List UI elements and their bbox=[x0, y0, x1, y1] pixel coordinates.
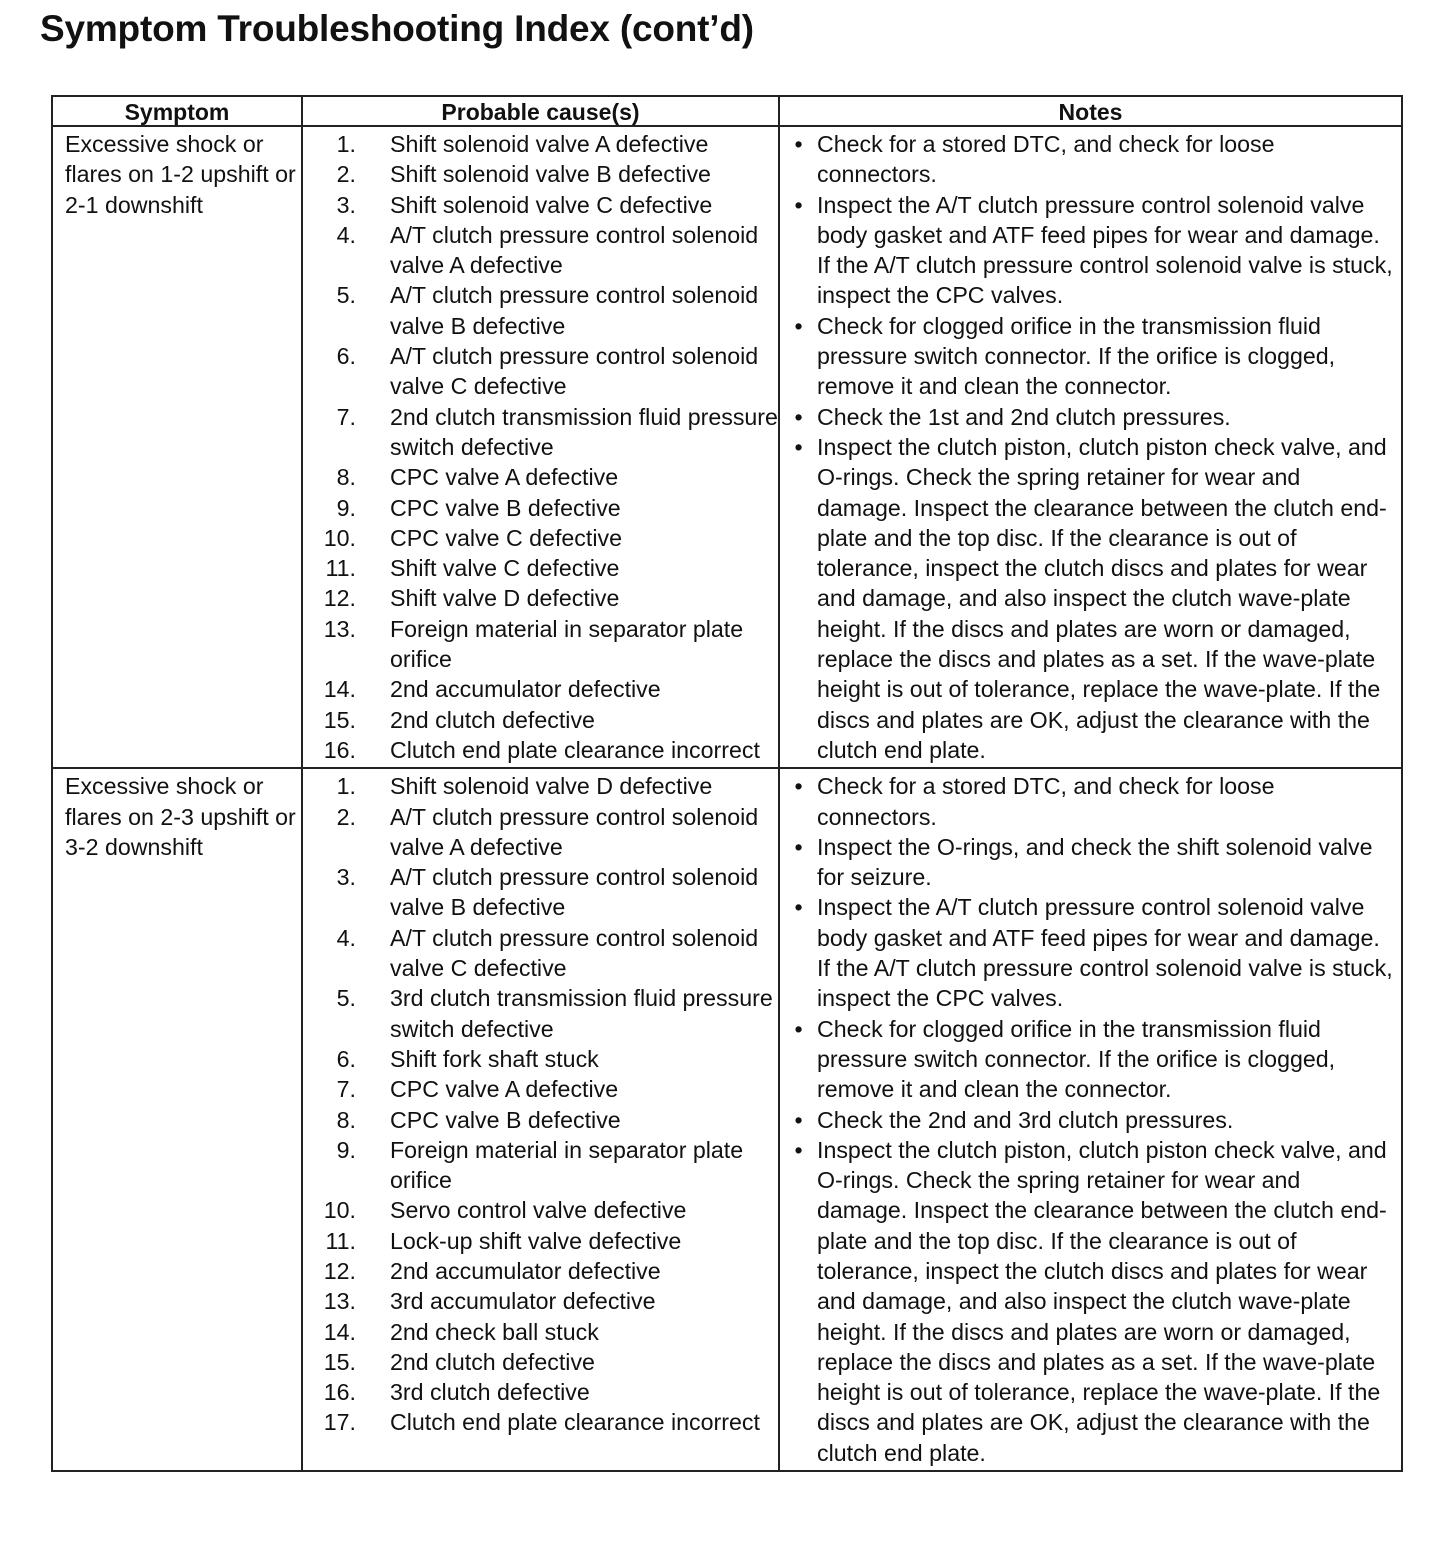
cause-text: Shift solenoid valve C defective bbox=[390, 191, 713, 218]
cause-text: CPC valve C defective bbox=[390, 524, 622, 551]
cause-item bbox=[303, 1074, 778, 1104]
cause-text: 2nd accumulator defective bbox=[390, 676, 661, 703]
cause-text: 3rd clutch transmission fluid pressure switch defective bbox=[390, 985, 773, 1042]
cause-item bbox=[303, 341, 778, 402]
cause-number: 10. bbox=[323, 524, 356, 551]
notes-list bbox=[780, 129, 1401, 765]
cause-text: Servo control valve defective bbox=[390, 1197, 687, 1224]
cause-number: 13. bbox=[323, 1288, 356, 1315]
cause-text: 2nd accumulator defective bbox=[390, 1257, 661, 1284]
note-text: Check the 1st and 2nd clutch pressures. bbox=[817, 403, 1231, 430]
cause-number: 6. bbox=[336, 343, 356, 370]
cause-item bbox=[303, 1286, 778, 1316]
cause-number: 3. bbox=[336, 864, 356, 891]
bullet-icon: • bbox=[794, 403, 803, 430]
cause-number: 4. bbox=[336, 924, 356, 951]
cause-text: CPC valve B defective bbox=[390, 1106, 621, 1133]
cause-number: 10. bbox=[323, 1197, 356, 1224]
causes-cell bbox=[302, 126, 779, 768]
cause-item bbox=[303, 1105, 778, 1135]
note-item bbox=[780, 129, 1401, 190]
cause-item bbox=[303, 129, 778, 159]
cause-item bbox=[303, 493, 778, 523]
cause-number: 12. bbox=[323, 585, 356, 612]
cause-item bbox=[303, 705, 778, 735]
cause-number: 1. bbox=[336, 773, 356, 800]
cause-number: 8. bbox=[336, 464, 356, 491]
cause-item bbox=[303, 583, 778, 613]
cause-text: Shift solenoid valve B defective bbox=[390, 161, 711, 188]
cause-item bbox=[303, 923, 778, 984]
cause-text: 2nd clutch transmission fluid pressure switch defective bbox=[390, 403, 778, 460]
cause-number: 3. bbox=[336, 191, 356, 218]
cause-item bbox=[303, 1135, 778, 1196]
notes-list bbox=[780, 771, 1401, 1468]
causes-list bbox=[303, 129, 778, 765]
cause-item bbox=[303, 553, 778, 583]
cause-number: 16. bbox=[323, 1379, 356, 1406]
note-item bbox=[780, 311, 1401, 402]
note-item bbox=[780, 832, 1401, 893]
cause-text: 2nd check ball stuck bbox=[390, 1318, 599, 1345]
cause-text: A/T clutch pressure control solenoid valve C defective bbox=[390, 343, 759, 400]
note-text: Inspect the A/T clutch pressure control solenoid valve body gasket and ATF feed pipes for wear and damage. If the A/T clutch pressure control solenoid valve is stuck, inspect the CPC valves. bbox=[817, 191, 1393, 309]
cause-number: 5. bbox=[336, 985, 356, 1012]
cause-text: Shift fork shaft stuck bbox=[390, 1045, 599, 1072]
cause-item bbox=[303, 802, 778, 863]
cause-item bbox=[303, 674, 778, 704]
cause-text: Foreign material in separator plate orifice bbox=[390, 1136, 744, 1194]
cause-item bbox=[303, 862, 778, 923]
bullet-icon: • bbox=[794, 773, 803, 800]
note-item bbox=[780, 771, 1401, 832]
cause-number: 12. bbox=[323, 1257, 356, 1284]
notes-cell bbox=[779, 768, 1402, 1471]
cause-text: CPC valve A defective bbox=[390, 1076, 619, 1103]
note-item bbox=[780, 190, 1401, 311]
cause-item bbox=[303, 1317, 778, 1347]
cause-number: 17. bbox=[323, 1409, 356, 1436]
note-text: Inspect the clutch piston, clutch piston check valve, and O-rings. Check the spring retainer for wear and damage. Inspect the clearance between the clutch end-plate and the top disc. If the clearance is out of tolerance, inspect the clutch discs and plates for wear and damage, and also inspect the clutch wave-plate height. If the discs and plates are worn or damaged, replace the discs and plates as a set. If the wave-plate height is out of tolerance, replace the wave-plate. If the discs and plates are OK, adjust the clearance with the clutch end plate. bbox=[817, 1136, 1387, 1466]
cause-number: 9. bbox=[336, 494, 356, 521]
cause-text: A/T clutch pressure control solenoid valve A defective bbox=[390, 803, 759, 860]
cause-text: 3rd clutch defective bbox=[390, 1379, 590, 1406]
cause-number: 16. bbox=[323, 736, 356, 763]
cause-item bbox=[303, 523, 778, 553]
cause-text: Shift solenoid valve D defective bbox=[390, 773, 713, 800]
cause-number: 5. bbox=[336, 282, 356, 309]
bullet-icon: • bbox=[794, 312, 803, 339]
cause-text: Shift solenoid valve A defective bbox=[390, 131, 709, 157]
note-item bbox=[780, 402, 1401, 432]
bullet-icon: • bbox=[794, 833, 803, 860]
cause-item bbox=[303, 983, 778, 1044]
note-text: Inspect the O-rings, and check the shift solenoid valve for seizure. bbox=[817, 833, 1373, 891]
cause-number: 8. bbox=[336, 1106, 356, 1133]
cause-number: 11. bbox=[325, 1227, 356, 1254]
cause-number: 2. bbox=[336, 803, 356, 830]
note-text: Inspect the clutch piston, clutch piston check valve, and O-rings. Check the spring retainer for wear and damage. Inspect the clearance between the clutch end-plate and the top disc. If the clearance is out of tolerance, inspect the clutch discs and plates for wear and damage, and also inspect the clutch wave-plate height. If the discs and plates are worn or damaged, replace the discs and plates as a set. If the wave-plate height is out of tolerance, replace the wave-plate. If the discs and plates are OK, adjust the clearance with the clutch end plate. bbox=[817, 433, 1387, 763]
bullet-icon: • bbox=[794, 433, 803, 460]
cause-text: A/T clutch pressure control solenoid valve A defective bbox=[390, 221, 759, 279]
symptom-cell bbox=[52, 768, 302, 1471]
cause-item bbox=[303, 462, 778, 492]
cause-text: Clutch end plate clearance incorrect bbox=[390, 736, 760, 763]
symptom-text: Excessive shock or flares on 1-2 upshift or 2-1 downshift bbox=[65, 131, 296, 218]
cause-number: 15. bbox=[323, 706, 356, 733]
cause-item bbox=[303, 1044, 778, 1074]
cause-number: 7. bbox=[336, 403, 356, 430]
cause-text: CPC valve A defective bbox=[390, 464, 619, 491]
cause-text: Shift valve D defective bbox=[390, 585, 620, 612]
note-text: Check for a stored DTC, and check for loose connectors. bbox=[817, 131, 1275, 188]
notes-column-header: Notes bbox=[779, 96, 1402, 126]
note-text: Check for a stored DTC, and check for loose connectors. bbox=[817, 773, 1275, 830]
cause-number: 13. bbox=[323, 615, 356, 642]
cause-text: Foreign material in separator plate orifice bbox=[390, 615, 744, 673]
cause-text: 2nd clutch defective bbox=[390, 706, 595, 733]
symptom-column-header: Symptom bbox=[52, 96, 302, 126]
note-text: Inspect the A/T clutch pressure control solenoid valve body gasket and ATF feed pipes for wear and damage. If the A/T clutch pressure control solenoid valve is stuck, inspect the CPC valves. bbox=[817, 894, 1393, 1012]
header-row bbox=[52, 96, 1402, 126]
cause-number: 15. bbox=[323, 1348, 356, 1375]
cause-number: 7. bbox=[336, 1076, 356, 1103]
cause-item bbox=[303, 159, 778, 189]
cause-number: 14. bbox=[323, 1318, 356, 1345]
causes-column-header: Probable cause(s) bbox=[302, 96, 779, 126]
note-item bbox=[780, 1014, 1401, 1105]
note-text: Check the 2nd and 3rd clutch pressures. bbox=[817, 1106, 1234, 1133]
cause-item bbox=[303, 190, 778, 220]
cause-item bbox=[303, 771, 778, 801]
bullet-icon: • bbox=[794, 1015, 803, 1042]
note-text: Check for clogged orifice in the transmission fluid pressure switch connector. If the orifice is clogged, remove it and clean the connector. bbox=[817, 1015, 1336, 1103]
cause-number: 11. bbox=[325, 555, 356, 582]
causes-cell bbox=[302, 768, 779, 1471]
cause-text: A/T clutch pressure control solenoid valve B defective bbox=[390, 282, 759, 339]
table-row bbox=[52, 126, 1402, 768]
bullet-icon: • bbox=[794, 191, 803, 218]
bullet-icon: • bbox=[794, 1136, 803, 1163]
symptom-text: Excessive shock or flares on 2-3 upshift or 3-2 downshift bbox=[65, 773, 296, 860]
bullet-icon: • bbox=[794, 131, 803, 157]
cause-item bbox=[303, 1226, 778, 1256]
cause-text: Clutch end plate clearance incorrect bbox=[390, 1409, 760, 1436]
symptom-cell bbox=[52, 126, 302, 768]
cause-item bbox=[303, 280, 778, 341]
cause-item bbox=[303, 1407, 778, 1437]
cause-number: 2. bbox=[336, 161, 356, 188]
note-item bbox=[780, 1135, 1401, 1468]
cause-item bbox=[303, 1256, 778, 1286]
note-text: Check for clogged orifice in the transmission fluid pressure switch connector. If the orifice is clogged, remove it and clean the connector. bbox=[817, 312, 1336, 400]
cause-number: 1. bbox=[336, 131, 356, 157]
cause-number: 4. bbox=[336, 221, 356, 248]
cause-number: 9. bbox=[336, 1136, 356, 1163]
notes-cell bbox=[779, 126, 1402, 768]
cause-text: 3rd accumulator defective bbox=[390, 1288, 656, 1315]
note-item bbox=[780, 432, 1401, 765]
cause-text: Shift valve C defective bbox=[390, 555, 620, 582]
cause-text: A/T clutch pressure control solenoid valve B defective bbox=[390, 864, 759, 921]
page-title: Symptom Troubleshooting Index (cont’d) bbox=[40, 8, 754, 49]
table-body bbox=[52, 126, 1402, 1471]
cause-text: CPC valve B defective bbox=[390, 494, 621, 521]
cause-item bbox=[303, 402, 778, 463]
cause-item bbox=[303, 220, 778, 281]
table-row bbox=[52, 768, 1402, 1471]
cause-text: 2nd clutch defective bbox=[390, 1348, 595, 1375]
cause-item bbox=[303, 1377, 778, 1407]
cause-text: A/T clutch pressure control solenoid valve C defective bbox=[390, 924, 759, 982]
cause-item bbox=[303, 735, 778, 765]
note-item bbox=[780, 1105, 1401, 1135]
bullet-icon: • bbox=[794, 1106, 803, 1133]
cause-number: 6. bbox=[336, 1045, 356, 1072]
cause-number: 14. bbox=[323, 676, 356, 703]
cause-item bbox=[303, 1347, 778, 1377]
note-item bbox=[780, 892, 1401, 1013]
cause-text: Lock-up shift valve defective bbox=[390, 1227, 682, 1254]
bullet-icon: • bbox=[794, 894, 803, 921]
cause-item bbox=[303, 1195, 778, 1225]
troubleshooting-table bbox=[51, 95, 1403, 1472]
cause-item bbox=[303, 614, 778, 675]
causes-list bbox=[303, 771, 778, 1438]
